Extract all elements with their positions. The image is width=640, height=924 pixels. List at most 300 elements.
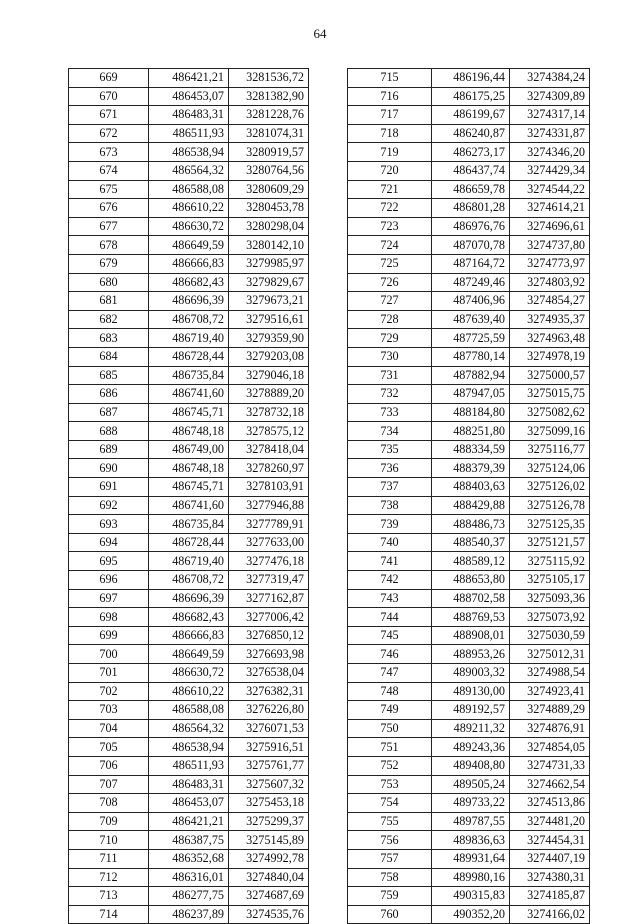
table-row: [348, 106, 590, 125]
x-coordinate-cell: 488251,80: [432, 422, 510, 441]
x-coordinate-cell: 486588,08: [149, 180, 229, 199]
table-row: [348, 775, 590, 794]
y-coordinate-cell: 3274166,02: [510, 905, 590, 924]
point-number-cell: 708: [69, 794, 149, 813]
x-coordinate-cell: 486483,31: [149, 106, 229, 125]
y-coordinate-cell: 3275126,02: [510, 478, 590, 497]
y-coordinate-cell: 3277946,88: [229, 496, 309, 515]
table-row: [69, 533, 309, 552]
point-number-cell: 720: [348, 161, 432, 180]
table-row: [69, 756, 309, 775]
x-coordinate-cell: 486801,28: [432, 199, 510, 218]
table-row: [348, 719, 590, 738]
y-coordinate-cell: 3274731,33: [510, 756, 590, 775]
x-coordinate-cell: 488429,88: [432, 496, 510, 515]
table-row: [69, 626, 309, 645]
y-coordinate-cell: 3275073,92: [510, 608, 590, 627]
y-coordinate-cell: 3275012,31: [510, 645, 590, 664]
point-number-cell: 685: [69, 366, 149, 385]
point-number-cell: 751: [348, 738, 432, 757]
table-row: [69, 87, 309, 106]
y-coordinate-cell: 3274544,22: [510, 180, 590, 199]
y-coordinate-cell: 3281382,90: [229, 87, 309, 106]
table-row: [348, 812, 590, 831]
point-number-cell: 760: [348, 905, 432, 924]
table-row: [348, 422, 590, 441]
point-number-cell: 736: [348, 459, 432, 478]
point-number-cell: 725: [348, 254, 432, 273]
x-coordinate-cell: 489003,32: [432, 664, 510, 683]
point-number-cell: 677: [69, 217, 149, 236]
x-coordinate-cell: 489211,32: [432, 719, 510, 738]
point-number-cell: 693: [69, 515, 149, 534]
table-row: [348, 366, 590, 385]
point-number-cell: 682: [69, 310, 149, 329]
y-coordinate-cell: 3277476,18: [229, 552, 309, 571]
x-coordinate-cell: 486610,22: [149, 199, 229, 218]
point-number-cell: 671: [69, 106, 149, 125]
point-number-cell: 757: [348, 849, 432, 868]
y-coordinate-cell: 3275453,18: [229, 794, 309, 813]
x-coordinate-cell: 486649,59: [149, 645, 229, 664]
point-number-cell: 706: [69, 756, 149, 775]
point-number-cell: 697: [69, 589, 149, 608]
point-number-cell: 676: [69, 199, 149, 218]
table-row: [348, 608, 590, 627]
y-coordinate-cell: 3279673,21: [229, 292, 309, 311]
y-coordinate-cell: 3274346,20: [510, 143, 590, 162]
y-coordinate-cell: 3278732,18: [229, 403, 309, 422]
point-number-cell: 711: [69, 849, 149, 868]
y-coordinate-cell: 3276850,12: [229, 626, 309, 645]
y-coordinate-cell: 3278418,04: [229, 440, 309, 459]
x-coordinate-cell: 486273,17: [432, 143, 510, 162]
y-coordinate-cell: 3274662,54: [510, 775, 590, 794]
x-coordinate-cell: 487249,46: [432, 273, 510, 292]
table-row: [69, 310, 309, 329]
x-coordinate-cell: 486511,93: [149, 756, 229, 775]
table-row: [348, 236, 590, 255]
x-coordinate-cell: 489931,64: [432, 849, 510, 868]
y-coordinate-cell: 3274876,91: [510, 719, 590, 738]
table-row: [69, 515, 309, 534]
x-coordinate-cell: 486708,72: [149, 571, 229, 590]
point-number-cell: 743: [348, 589, 432, 608]
point-number-cell: 718: [348, 124, 432, 143]
table-row: [69, 217, 309, 236]
y-coordinate-cell: 3274696,61: [510, 217, 590, 236]
point-number-cell: 740: [348, 533, 432, 552]
table-row: [348, 756, 590, 775]
point-number-cell: 686: [69, 385, 149, 404]
point-number-cell: 705: [69, 738, 149, 757]
x-coordinate-cell: 489408,80: [432, 756, 510, 775]
table-row: [348, 180, 590, 199]
x-coordinate-cell: 488334,59: [432, 440, 510, 459]
table-row: [69, 403, 309, 422]
table-row: [348, 124, 590, 143]
point-number-cell: 696: [69, 571, 149, 590]
table-row: [69, 385, 309, 404]
point-number-cell: 742: [348, 571, 432, 590]
table-row: [348, 738, 590, 757]
x-coordinate-cell: 486240,87: [432, 124, 510, 143]
x-coordinate-cell: 486682,43: [149, 273, 229, 292]
x-coordinate-cell: 486199,67: [432, 106, 510, 125]
x-coordinate-cell: 489787,55: [432, 812, 510, 831]
point-number-cell: 733: [348, 403, 432, 422]
table-row: [348, 347, 590, 366]
point-number-cell: 738: [348, 496, 432, 515]
y-coordinate-cell: 3275607,32: [229, 775, 309, 794]
point-number-cell: 750: [348, 719, 432, 738]
table-row: [348, 794, 590, 813]
x-coordinate-cell: 486666,83: [149, 626, 229, 645]
point-number-cell: 756: [348, 831, 432, 850]
y-coordinate-cell: 3274317,14: [510, 106, 590, 125]
point-number-cell: 688: [69, 422, 149, 441]
table-row: [348, 329, 590, 348]
y-coordinate-cell: 3280764,56: [229, 161, 309, 180]
point-number-cell: 714: [69, 905, 149, 924]
table-row: [348, 645, 590, 664]
y-coordinate-cell: 3276071,53: [229, 719, 309, 738]
x-coordinate-cell: 487780,14: [432, 347, 510, 366]
y-coordinate-cell: 3275125,35: [510, 515, 590, 534]
point-number-cell: 726: [348, 273, 432, 292]
y-coordinate-cell: 3274407,19: [510, 849, 590, 868]
x-coordinate-cell: 486728,44: [149, 347, 229, 366]
y-coordinate-cell: 3275145,89: [229, 831, 309, 850]
point-number-cell: 749: [348, 701, 432, 720]
table-row: [348, 515, 590, 534]
y-coordinate-cell: 3274988,54: [510, 664, 590, 683]
y-coordinate-cell: 3275121,57: [510, 533, 590, 552]
x-coordinate-cell: 488653,80: [432, 571, 510, 590]
x-coordinate-cell: 489980,16: [432, 868, 510, 887]
y-coordinate-cell: 3275030,59: [510, 626, 590, 645]
table-row: [69, 608, 309, 627]
x-coordinate-cell: 486483,31: [149, 775, 229, 794]
x-coordinate-cell: 486237,89: [149, 905, 229, 924]
table-row: [348, 682, 590, 701]
y-coordinate-cell: 3278103,91: [229, 478, 309, 497]
point-number-cell: 716: [348, 87, 432, 106]
table-row: [348, 69, 590, 88]
point-number-cell: 673: [69, 143, 149, 162]
x-coordinate-cell: 486421,21: [149, 69, 229, 88]
point-number-cell: 672: [69, 124, 149, 143]
point-number-cell: 709: [69, 812, 149, 831]
y-coordinate-cell: 3280298,04: [229, 217, 309, 236]
coordinates-table-left: [68, 68, 309, 924]
point-number-cell: 719: [348, 143, 432, 162]
x-coordinate-cell: 490315,83: [432, 887, 510, 906]
point-number-cell: 703: [69, 701, 149, 720]
point-number-cell: 753: [348, 775, 432, 794]
y-coordinate-cell: 3275093,36: [510, 589, 590, 608]
table-row: [69, 868, 309, 887]
point-number-cell: 752: [348, 756, 432, 775]
y-coordinate-cell: 3275105,17: [510, 571, 590, 590]
y-coordinate-cell: 3276382,31: [229, 682, 309, 701]
table-row: [69, 329, 309, 348]
x-coordinate-cell: 486682,43: [149, 608, 229, 627]
table-row: [348, 385, 590, 404]
x-coordinate-cell: 487947,05: [432, 385, 510, 404]
table-row: [69, 887, 309, 906]
point-number-cell: 755: [348, 812, 432, 831]
x-coordinate-cell: 488769,53: [432, 608, 510, 627]
x-coordinate-cell: 486741,60: [149, 385, 229, 404]
point-number-cell: 669: [69, 69, 149, 88]
table-row: [348, 292, 590, 311]
y-coordinate-cell: 3274992,78: [229, 849, 309, 868]
table-row: [348, 143, 590, 162]
point-number-cell: 713: [69, 887, 149, 906]
table-row: [69, 571, 309, 590]
point-number-cell: 734: [348, 422, 432, 441]
y-coordinate-cell: 3275124,06: [510, 459, 590, 478]
y-coordinate-cell: 3275000,57: [510, 366, 590, 385]
table-row: [348, 533, 590, 552]
table-row: [348, 831, 590, 850]
table-row: [348, 161, 590, 180]
x-coordinate-cell: 486666,83: [149, 254, 229, 273]
y-coordinate-cell: 3277162,87: [229, 589, 309, 608]
point-number-cell: 745: [348, 626, 432, 645]
y-coordinate-cell: 3274429,34: [510, 161, 590, 180]
table-row: [69, 273, 309, 292]
y-coordinate-cell: 3274185,87: [510, 887, 590, 906]
y-coordinate-cell: 3275099,16: [510, 422, 590, 441]
x-coordinate-cell: 486696,39: [149, 292, 229, 311]
table-row: [348, 868, 590, 887]
point-number-cell: 679: [69, 254, 149, 273]
point-number-cell: 735: [348, 440, 432, 459]
table-row: [69, 775, 309, 794]
table-row: [69, 905, 309, 924]
x-coordinate-cell: 486735,84: [149, 515, 229, 534]
table-row: [69, 738, 309, 757]
table-row: [69, 422, 309, 441]
y-coordinate-cell: 3274978,19: [510, 347, 590, 366]
x-coordinate-cell: 486748,18: [149, 422, 229, 441]
table-row: [348, 273, 590, 292]
x-coordinate-cell: 486719,40: [149, 329, 229, 348]
x-coordinate-cell: 486741,60: [149, 496, 229, 515]
table-row: [348, 571, 590, 590]
table-row: [69, 106, 309, 125]
table-row: [348, 496, 590, 515]
table-row: [348, 905, 590, 924]
x-coordinate-cell: 487070,78: [432, 236, 510, 255]
y-coordinate-cell: 3274535,76: [229, 905, 309, 924]
x-coordinate-cell: 486588,08: [149, 701, 229, 720]
y-coordinate-cell: 3279203,08: [229, 347, 309, 366]
point-number-cell: 732: [348, 385, 432, 404]
table-row: [69, 236, 309, 255]
table-row: [348, 849, 590, 868]
x-coordinate-cell: 486728,44: [149, 533, 229, 552]
point-number-cell: 747: [348, 664, 432, 683]
x-coordinate-cell: 486630,72: [149, 217, 229, 236]
x-coordinate-cell: 488589,12: [432, 552, 510, 571]
x-coordinate-cell: 486421,21: [149, 812, 229, 831]
y-coordinate-cell: 3274803,92: [510, 273, 590, 292]
x-coordinate-cell: 486277,75: [149, 887, 229, 906]
y-coordinate-cell: 3274935,37: [510, 310, 590, 329]
x-coordinate-cell: 487639,40: [432, 310, 510, 329]
x-coordinate-cell: 486748,18: [149, 459, 229, 478]
point-number-cell: 687: [69, 403, 149, 422]
x-coordinate-cell: 488184,80: [432, 403, 510, 422]
table-row: [69, 664, 309, 683]
x-coordinate-cell: 486437,74: [432, 161, 510, 180]
x-coordinate-cell: 488953,26: [432, 645, 510, 664]
point-number-cell: 741: [348, 552, 432, 571]
point-number-cell: 710: [69, 831, 149, 850]
y-coordinate-cell: 3276226,80: [229, 701, 309, 720]
table-row: [69, 347, 309, 366]
y-coordinate-cell: 3274923,41: [510, 682, 590, 701]
table-row: [348, 664, 590, 683]
y-coordinate-cell: 3281536,72: [229, 69, 309, 88]
x-coordinate-cell: 487406,96: [432, 292, 510, 311]
y-coordinate-cell: 3279046,18: [229, 366, 309, 385]
point-number-cell: 730: [348, 347, 432, 366]
x-coordinate-cell: 486976,76: [432, 217, 510, 236]
point-number-cell: 758: [348, 868, 432, 887]
table-row: [69, 849, 309, 868]
y-coordinate-cell: 3274614,21: [510, 199, 590, 218]
table-row: [348, 701, 590, 720]
table-row: [348, 552, 590, 571]
y-coordinate-cell: 3274384,24: [510, 69, 590, 88]
y-coordinate-cell: 3278575,12: [229, 422, 309, 441]
x-coordinate-cell: 488403,63: [432, 478, 510, 497]
point-number-cell: 727: [348, 292, 432, 311]
y-coordinate-cell: 3275082,62: [510, 403, 590, 422]
table-row: [69, 552, 309, 571]
y-coordinate-cell: 3281074,31: [229, 124, 309, 143]
y-coordinate-cell: 3279985,97: [229, 254, 309, 273]
page-number: 64: [313, 26, 327, 41]
x-coordinate-cell: 486708,72: [149, 310, 229, 329]
x-coordinate-cell: 487725,59: [432, 329, 510, 348]
y-coordinate-cell: 3280609,29: [229, 180, 309, 199]
table-row: [69, 496, 309, 515]
x-coordinate-cell: 489243,36: [432, 738, 510, 757]
point-number-cell: 700: [69, 645, 149, 664]
table-row: [69, 682, 309, 701]
point-number-cell: 699: [69, 626, 149, 645]
y-coordinate-cell: 3275116,77: [510, 440, 590, 459]
table-row: [348, 887, 590, 906]
table-row: [69, 143, 309, 162]
y-coordinate-cell: 3274854,05: [510, 738, 590, 757]
point-number-cell: 692: [69, 496, 149, 515]
y-coordinate-cell: 3278260,97: [229, 459, 309, 478]
y-coordinate-cell: 3275761,77: [229, 756, 309, 775]
table-row: [348, 478, 590, 497]
table-row: [69, 161, 309, 180]
point-number-cell: 691: [69, 478, 149, 497]
y-coordinate-cell: 3274687,69: [229, 887, 309, 906]
x-coordinate-cell: 486538,94: [149, 738, 229, 757]
y-coordinate-cell: 3274840,04: [229, 868, 309, 887]
table-row: [69, 199, 309, 218]
x-coordinate-cell: 486316,01: [149, 868, 229, 887]
y-coordinate-cell: 3280919,57: [229, 143, 309, 162]
x-coordinate-cell: 489836,63: [432, 831, 510, 850]
y-coordinate-cell: 3274331,87: [510, 124, 590, 143]
y-coordinate-cell: 3274380,31: [510, 868, 590, 887]
point-number-cell: 728: [348, 310, 432, 329]
y-coordinate-cell: 3274737,80: [510, 236, 590, 255]
point-number-cell: 722: [348, 199, 432, 218]
table-row: [348, 254, 590, 273]
y-coordinate-cell: 3277789,91: [229, 515, 309, 534]
point-number-cell: 746: [348, 645, 432, 664]
y-coordinate-cell: 3279829,67: [229, 273, 309, 292]
point-number-cell: 701: [69, 664, 149, 683]
y-coordinate-cell: 3277319,47: [229, 571, 309, 590]
x-coordinate-cell: 490352,20: [432, 905, 510, 924]
point-number-cell: 754: [348, 794, 432, 813]
x-coordinate-cell: 489192,57: [432, 701, 510, 720]
x-coordinate-cell: 488379,39: [432, 459, 510, 478]
table-row: [348, 626, 590, 645]
table-row: [348, 459, 590, 478]
y-coordinate-cell: 3277633,00: [229, 533, 309, 552]
x-coordinate-cell: 487164,72: [432, 254, 510, 273]
table-row: [69, 831, 309, 850]
table-row: [69, 589, 309, 608]
x-coordinate-cell: 486538,94: [149, 143, 229, 162]
table-row: [69, 645, 309, 664]
y-coordinate-cell: 3275299,37: [229, 812, 309, 831]
point-number-cell: 712: [69, 868, 149, 887]
point-number-cell: 683: [69, 329, 149, 348]
point-number-cell: 670: [69, 87, 149, 106]
table-row: [348, 199, 590, 218]
point-number-cell: 721: [348, 180, 432, 199]
x-coordinate-cell: 489733,22: [432, 794, 510, 813]
x-coordinate-cell: 486196,44: [432, 69, 510, 88]
table-row: [69, 794, 309, 813]
y-coordinate-cell: 3275126,78: [510, 496, 590, 515]
x-coordinate-cell: 486745,71: [149, 478, 229, 497]
y-coordinate-cell: 3274773,97: [510, 254, 590, 273]
x-coordinate-cell: 487882,94: [432, 366, 510, 385]
x-coordinate-cell: 486511,93: [149, 124, 229, 143]
x-coordinate-cell: 486696,39: [149, 589, 229, 608]
x-coordinate-cell: 486735,84: [149, 366, 229, 385]
coordinates-table-right: [347, 68, 590, 924]
y-coordinate-cell: 3274889,29: [510, 701, 590, 720]
table-row: [348, 440, 590, 459]
y-coordinate-cell: 3279516,61: [229, 310, 309, 329]
x-coordinate-cell: 486749,00: [149, 440, 229, 459]
y-coordinate-cell: 3280142,10: [229, 236, 309, 255]
x-coordinate-cell: 486719,40: [149, 552, 229, 571]
x-coordinate-cell: 488486,73: [432, 515, 510, 534]
table-row: [69, 292, 309, 311]
table-row: [69, 69, 309, 88]
point-number-cell: 674: [69, 161, 149, 180]
point-number-cell: 759: [348, 887, 432, 906]
